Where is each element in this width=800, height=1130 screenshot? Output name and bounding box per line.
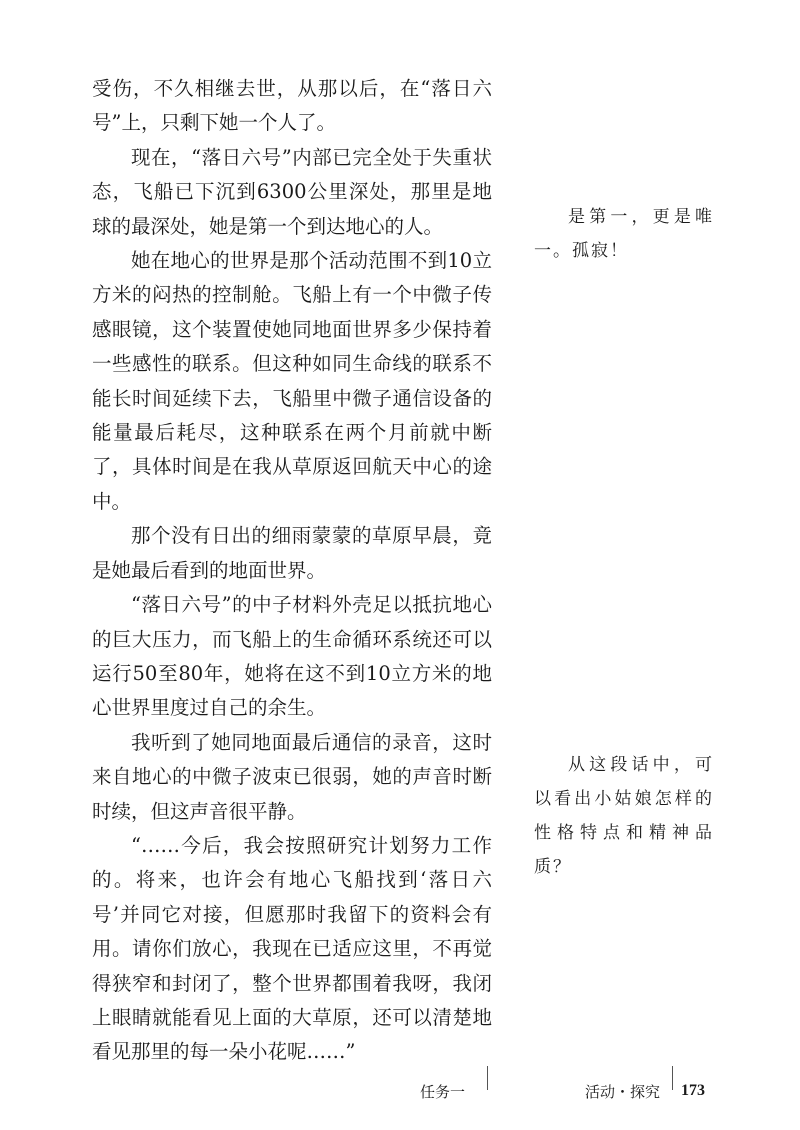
paragraph-5: “落日六号”的中子材料外壳足以抵抗地心的巨大压力，而飞船上的生命循环系统还可以运行50至80年，她将在这不到10立方米的地心世界里度过自己的余生。	[92, 593, 492, 720]
page-number: 173	[681, 1082, 705, 1099]
main-text	[92, 72, 492, 1070]
paragraph-7: “……今后，我会按照研究计划努力工作的。将来，也许会有地心飞船找到‘落日六号’并同它对接，但愿那时我留下的资料会有用。请你们放心，我现在已适应这里，不再觉得狭窄和封闭了，整个世界都围着我呀，我闭上眼睛就能看见上面的大草原，还可以清楚地看见那里的每一朵小花呢……”	[92, 833, 492, 1064]
margin-note-1: 是第一，更是唯一。孤寂！	[534, 207, 714, 261]
margin-note-2: 从这段话中，可以看出小姑娘怎样的性格特点和精神品质？	[534, 755, 714, 877]
paragraph-2: 现在，“落日六号”内部已完全处于失重状态，飞船已下沉到6300公里深处，那里是地球的最深处，她是第一个到达地心的人。	[92, 145, 492, 238]
footer-divider-left	[487, 1066, 488, 1090]
footer-section: 活动・探究	[585, 1083, 661, 1101]
footer-divider-right	[672, 1066, 673, 1090]
footer-task: 任务一	[420, 1083, 466, 1101]
paragraph-6: 我听到了她同地面最后通信的录音，这时来自地心的中微子波束已很弱，她的声音时断时续，但这声音很平静。	[92, 730, 492, 823]
paragraph-1: 受伤，不久相继去世，从那以后，在“落日六号”上，只剩下她一个人了。	[92, 77, 492, 135]
paragraph-3: 她在地心的世界是那个活动范围不到10立方米的闷热的控制舱。飞船上有一个中微子传感眼镜，这个装置使她同地面世界多少保持着一些感性的联系。但这种如同生命线的联系不能长时间延续下去，飞船里中微子通信设备的能量最后耗尽，这种联系在两个月前就中断了，具体时间是在我从草原返回航天中心的途中。	[92, 249, 492, 513]
paragraph-4: 那个没有日出的细雨蒙蒙的草原早晨，竟是她最后看到的地面世界。	[92, 524, 492, 582]
